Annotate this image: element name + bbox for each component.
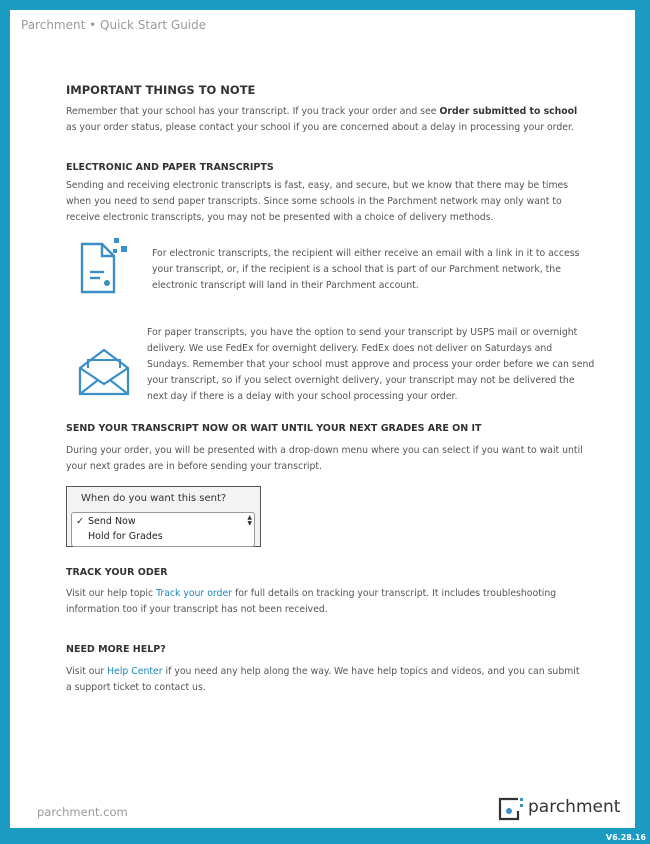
paper-paragraph: For paper transcripts, you have the option to send your transcript by USPS mail or overnight delivery. We use FedEx for overnight delivery. FedEx does not deliver on Saturdays and Sundays. Remember that your school must approve and process your order before we can send your transcript, so if you select overnight delivery, your transcript may not be delivered the next day if there is a delay with your school processing your order. [147, 327, 595, 402]
help-paragraph [66, 664, 588, 696]
heading-transcripts: ELECTRONIC AND PAPER TRANSCRIPTS [66, 162, 274, 173]
guide-page [10, 10, 635, 828]
help-text-a: Visit our [66, 666, 108, 677]
heading-important: IMPORTANT THINGS TO NOTE [66, 83, 256, 97]
order-status-bold: Order submitted to school [439, 106, 578, 117]
track-text-a: Visit our help topic [66, 588, 157, 599]
electronic-paragraph: For electronic transcripts, the recipient will either receive an email with a link in it to access your transcript, or, if the recipient is a school that is part of our Parchment network, the electronic transcript will land in their Parchment account. [152, 248, 580, 291]
option-hold-for-grades[interactable]: Hold for Grades [88, 531, 163, 542]
dropdown-select[interactable] [71, 512, 255, 547]
checkmark-icon: ✓ [76, 516, 84, 527]
delivery-timing-dropdown-example [66, 486, 261, 547]
send-now-paragraph: During your order, you will be presented with a drop-down menu where you can select if you want to wait until your next grades are in before sending your transcript. [66, 445, 583, 472]
transcripts-intro: Sending and receiving electronic transcripts is fast, easy, and secure, but we know that there may be times when you need to send paper transcripts. Since some schools in the Parchment network may only want to receive electronic transcripts, you may not be presented with a choice of delivery methods. [66, 180, 569, 223]
footer-website[interactable]: parchment.com [37, 805, 128, 819]
heading-send-now: SEND YOUR TRANSCRIPT NOW OR WAIT UNTIL YOUR NEXT GRADES ARE ON IT [66, 423, 482, 434]
heading-help: NEED MORE HELP? [66, 644, 166, 655]
dropdown-question: When do you want this sent? [81, 493, 227, 504]
track-order-link[interactable]: Track your order [156, 588, 232, 599]
help-text-b: if you need any help along the way. We have help topics and videos, and you can submit a support ticket to contact us. [66, 666, 580, 693]
important-text-a: Remember that your school has your transcript. If you track your order and see [66, 106, 440, 117]
envelope-icon [76, 344, 132, 404]
track-text-b: for full details on tracking your transcript. It includes troubleshooting information too if your transcript has not been received. [66, 588, 557, 615]
track-paragraph [66, 586, 588, 618]
logo-wordmark: parchment [528, 797, 621, 817]
important-text-b: as your order status, please contact your school if you are concerned about a delay in processing your order. [66, 122, 574, 133]
heading-track: TRACK YOUR ODER [66, 567, 168, 578]
help-center-link[interactable]: Help Center [107, 666, 163, 677]
option-send-now[interactable]: Send Now [88, 516, 136, 527]
page-header: Parchment • Quick Start Guide [21, 18, 207, 32]
select-arrows-icon: ▲ ▼ [247, 514, 252, 527]
document-icon [78, 234, 130, 300]
important-paragraph [66, 104, 588, 136]
version-label: V6.28.16 [605, 833, 646, 842]
parchment-logo-icon [498, 796, 526, 826]
